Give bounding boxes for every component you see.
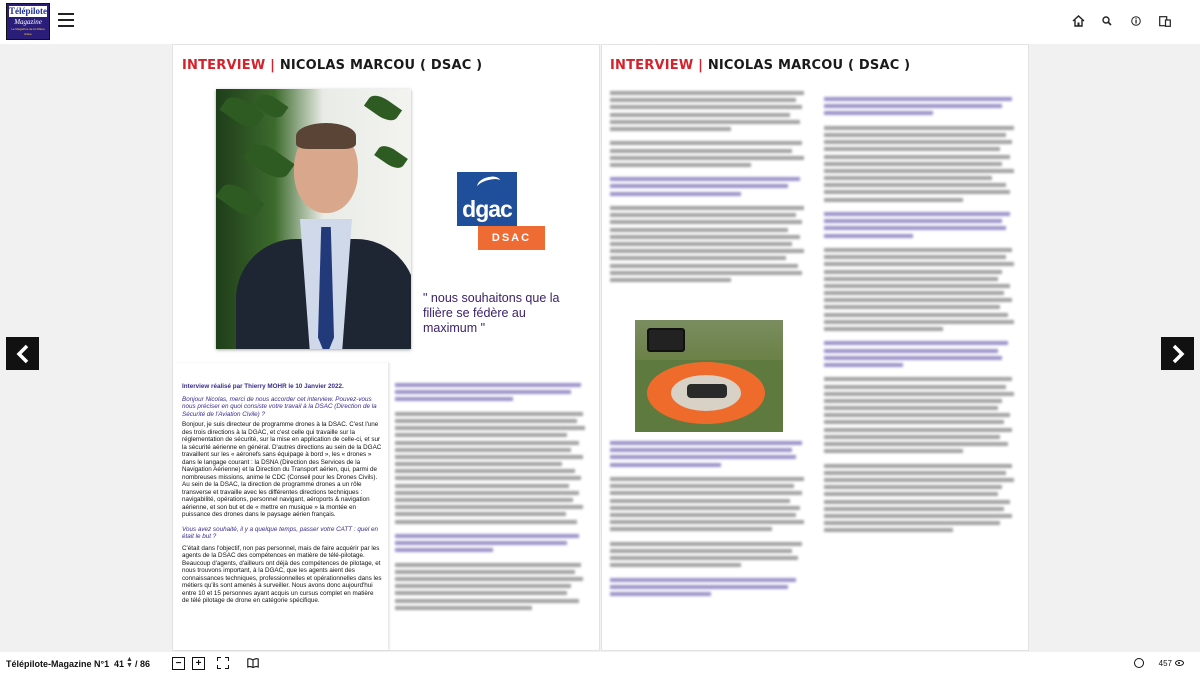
fullscreen-icon[interactable] (217, 657, 229, 669)
answer-2: C'était dans l'objectif, non pas personnel, mais de faire acquérir par les agents de la DSAC des compétences en matière de télé-pilotage. Beaucoup d'agents, d'ailleurs ont déjà des compétences de pilotage, et nous trouvons important, à la DGAC, que les agents aient des connaissances techniques, professionnelles et opérationnelles dans les métiers qu'ils sont amenés à surveiller. Nous avons donc aujourd'hui entre 10 et 15 personnes ayant acquis un cursus complet en matière de télé pilotage de drone en catégorie spécifique. (182, 544, 382, 604)
blurred-text-column (395, 383, 591, 613)
dgac-dsac-logo (457, 172, 545, 252)
home-icon[interactable] (1069, 12, 1087, 30)
drone-landing-pad-photo (635, 320, 783, 432)
answer-1: Bonjour, je suis directeur de programme drones à la DSAC. C'est l'une des trois directions à la DGAC, et c'est celle qui travaille sur la réglementation de sécurité, sur la mise en application de celle-ci, et sur la sécurité aérienne en général. D'autres directions au sein de la DGAC travaillent sur les « aéronefs sans équipage à bord », les « drones » dans le langage courant : la DSNA (Direction des Services de la Navigation Aérienne) et la Direction du Transport aérien, qui, parmi de nombreuses missions, anime le CDC (Conseil pour les Drones Civils). (182, 421, 382, 481)
prev-page-button[interactable] (6, 337, 39, 370)
right-page (601, 44, 1029, 651)
pull-quote: " nous souhaitons que la filière se fédère au maximum " (423, 291, 560, 335)
top-bar (0, 0, 1200, 44)
zoom-in-button[interactable]: + (192, 657, 205, 670)
dgac-text: dgac (462, 196, 512, 222)
blurred-text-column (610, 91, 812, 285)
page-title-right: INTERVIEW | NICOLAS MARCOU ( DSAC ) (610, 58, 911, 73)
view-count: 457 (1158, 659, 1172, 668)
dsac-text: DSAC (478, 226, 545, 250)
page-number-input[interactable]: 41 (114, 659, 125, 669)
blurred-text-column-2 (610, 441, 812, 599)
next-page-button[interactable] (1161, 337, 1194, 370)
zoom-out-button[interactable]: − (172, 657, 185, 670)
page-title: INTERVIEW | NICOLAS MARCOU ( DSAC ) (182, 58, 483, 73)
portrait-photo (216, 89, 411, 349)
byline: Interview réalisé par Thierry MOHR le 10 Janvier 2022. (182, 383, 344, 390)
info-icon[interactable] (1127, 12, 1145, 30)
device-icon[interactable] (1156, 12, 1174, 30)
logo-subtitle: Magazine (14, 18, 42, 26)
left-page (172, 44, 600, 651)
question-1: Bonjour Nicolas, merci de nous accorder cet interview. Pouvez-vous nous préciser en quoi consiste votre travail à la DSAC (Direction de la Sécurité de l'Aviation Civile) ? (182, 395, 377, 418)
footer-bar (0, 652, 1200, 675)
search-icon[interactable] (1098, 12, 1116, 30)
page-total: / 86 (135, 659, 151, 669)
menu-icon[interactable] (58, 13, 74, 27)
logo-tagline: Le Magazine de la Filière drone (11, 27, 45, 36)
answer-1b: Au sein de la DSAC, la direction de programme drones a un rôle transverse et travaille avec les différentes directions techniques : navigabilité, opérations, personnel navigant, aéroports & navigation aérienne, et son but et de « mettre en musique » la montée en puissance des drones dans le paysage aérien français. (182, 481, 370, 518)
eye-icon (1175, 660, 1184, 666)
magazine-name: Télépilote-Magazine N°1 (6, 659, 110, 669)
magazine-logo[interactable] (6, 3, 50, 40)
book-view-icon[interactable] (247, 658, 259, 668)
question-2: Vous avez souhaité, il y a quelque temps, passer votre CATT : quel en était le but ? (182, 525, 379, 540)
page-spinner-icon[interactable]: ▲ ▼ (126, 656, 133, 669)
blurred-text-column-3 (824, 97, 1022, 535)
share-icon[interactable] (1134, 658, 1144, 668)
interview-article (182, 383, 382, 605)
logo-title: Télépilote (9, 6, 47, 16)
